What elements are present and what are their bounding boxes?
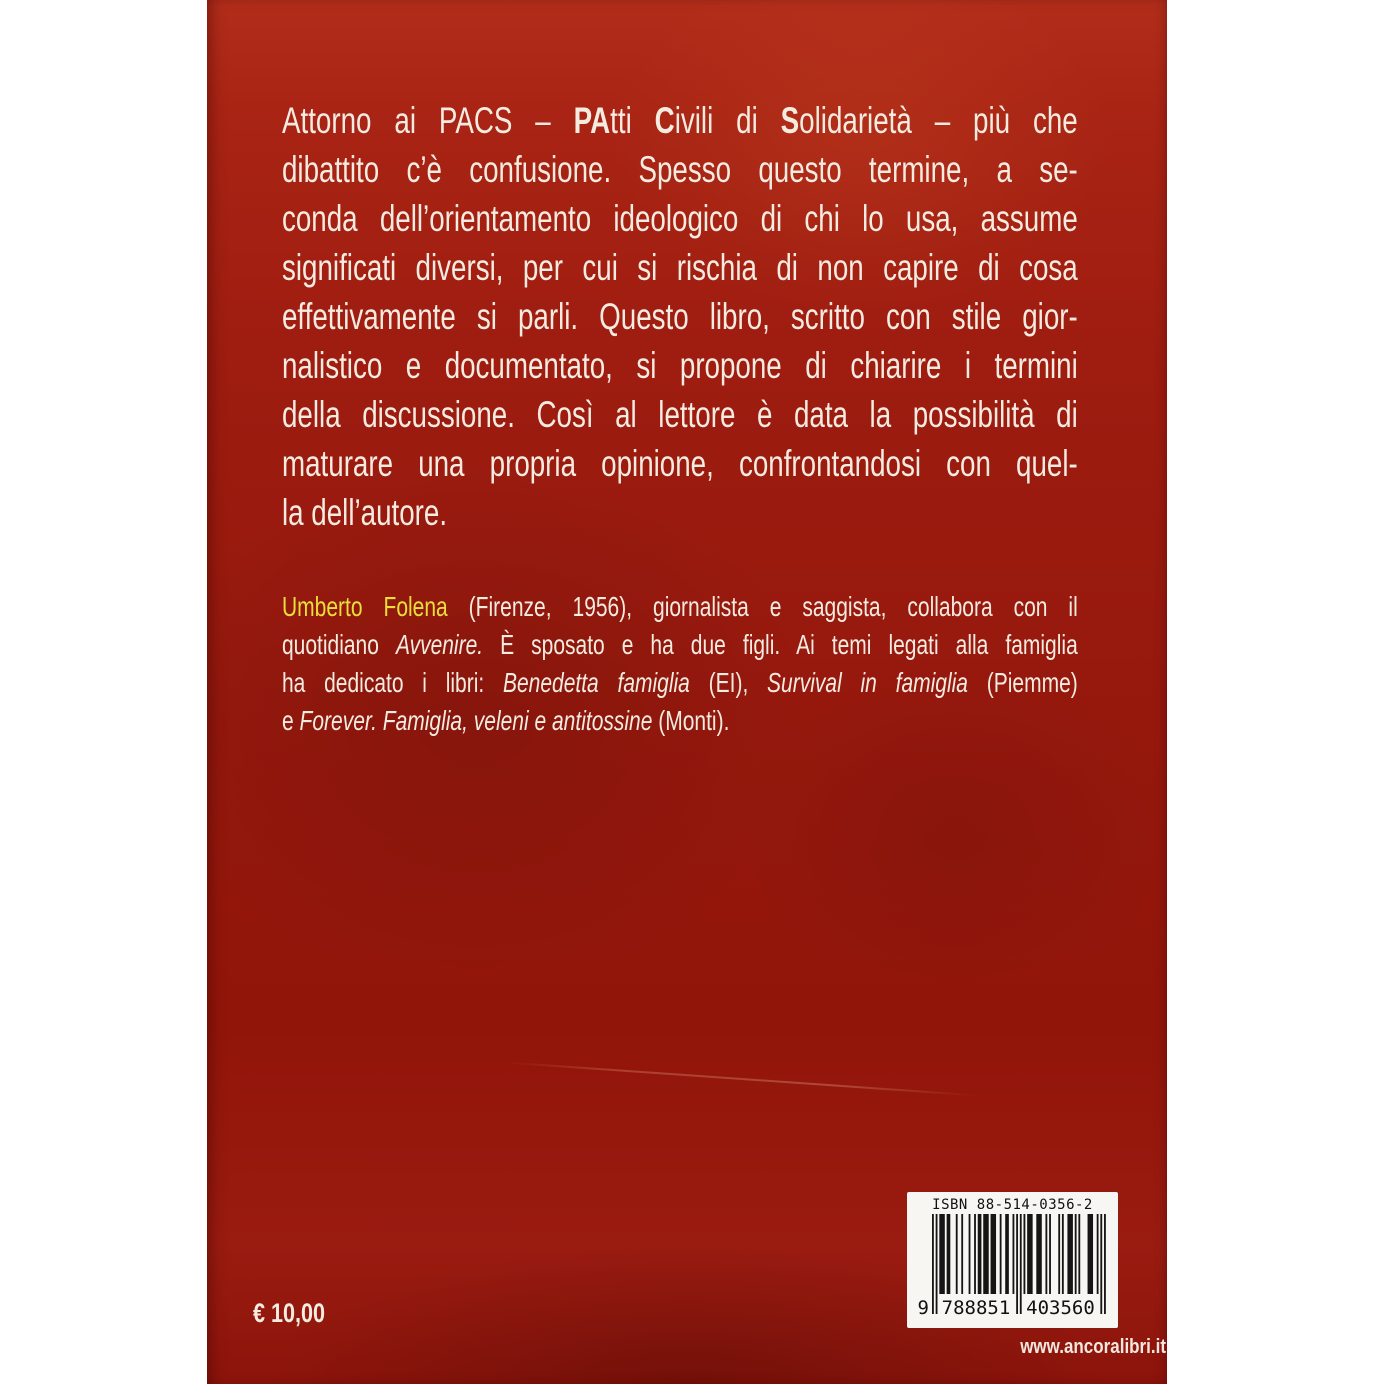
author-bio <box>282 588 1078 740</box>
text-segment: È sposato e ha due figli. Ai temi legati alla famiglia <box>483 629 1078 660</box>
text-segment: C <box>654 100 675 141</box>
text-line <box>282 664 1078 702</box>
text-segment: (Firenze, 1956), giornalista e saggista, collabora con il <box>447 591 1078 622</box>
text-segment: olidarietà – più che <box>799 100 1078 141</box>
text-line <box>282 390 1078 439</box>
isbn-text: ISBN 88-514-0356-2 <box>932 1197 1093 1213</box>
text-segment: della discussione. Così al lettore è data la possibilità di <box>282 394 1078 435</box>
ean-left-group: 788851 <box>941 1297 1011 1319</box>
text-segment: e <box>282 705 300 736</box>
text-segment: (Monti). <box>652 705 730 736</box>
text-line <box>282 292 1078 341</box>
ean-right-group: 403560 <box>1026 1297 1095 1319</box>
text-line <box>282 145 1078 194</box>
text-segment: Umberto Folena <box>282 591 448 622</box>
text-segment: dibattito c’è confusione. Spesso questo termine, a se- <box>282 149 1078 190</box>
ean-first-digit: 9 <box>917 1297 929 1319</box>
price-label: € 10,00 <box>253 1298 326 1328</box>
ean-barcode <box>918 1214 1108 1318</box>
text-segment: ivili di <box>674 100 781 141</box>
barcode-panel <box>907 1192 1118 1328</box>
text-line <box>282 439 1078 488</box>
text-line <box>282 702 1078 740</box>
text-segment: Forever. Famiglia, veleni e antitossine <box>299 705 653 736</box>
text-segment: quotidiano <box>282 629 396 660</box>
text-line <box>282 243 1078 292</box>
text-segment: Attorno ai PACS – <box>282 100 574 141</box>
text-segment: la dell’autore. <box>282 492 448 533</box>
text-segment: S <box>780 100 800 141</box>
text-segment: PA <box>573 100 611 141</box>
text-line <box>282 488 1078 537</box>
text-segment: significati diversi, per cui si rischia di non capire di cosa <box>282 247 1078 288</box>
text-segment: maturare una propria opinione, confrontandosi con quel- <box>282 443 1078 484</box>
text-segment: Avvenire. <box>395 629 484 660</box>
text-line <box>282 194 1078 243</box>
text-line <box>282 588 1078 626</box>
book-back-cover <box>207 0 1167 1384</box>
text-line <box>282 96 1078 145</box>
ean-number <box>918 1298 1108 1318</box>
text-segment: (EI), <box>689 667 768 698</box>
text-segment: Survival in famiglia <box>767 667 968 698</box>
text-segment: Benedetta famiglia <box>502 667 690 698</box>
text-segment: effettivamente si parli. Questo libro, scritto con stile gior- <box>282 296 1078 337</box>
text-segment: (Piemme) <box>967 667 1078 698</box>
text-segment: ha dedicato i libri: <box>282 667 503 698</box>
text-segment: tti <box>610 100 655 141</box>
text-segment: conda dell’orientamento ideologico di chi lo usa, assume <box>282 198 1078 239</box>
text-line <box>282 626 1078 664</box>
publisher-website: www.ancoralibri.it <box>1020 1336 1166 1358</box>
text-segment: nalistico e documentato, si propone di chiarire i termini <box>282 345 1078 386</box>
blurb-text <box>282 96 1078 537</box>
text-line <box>282 341 1078 390</box>
